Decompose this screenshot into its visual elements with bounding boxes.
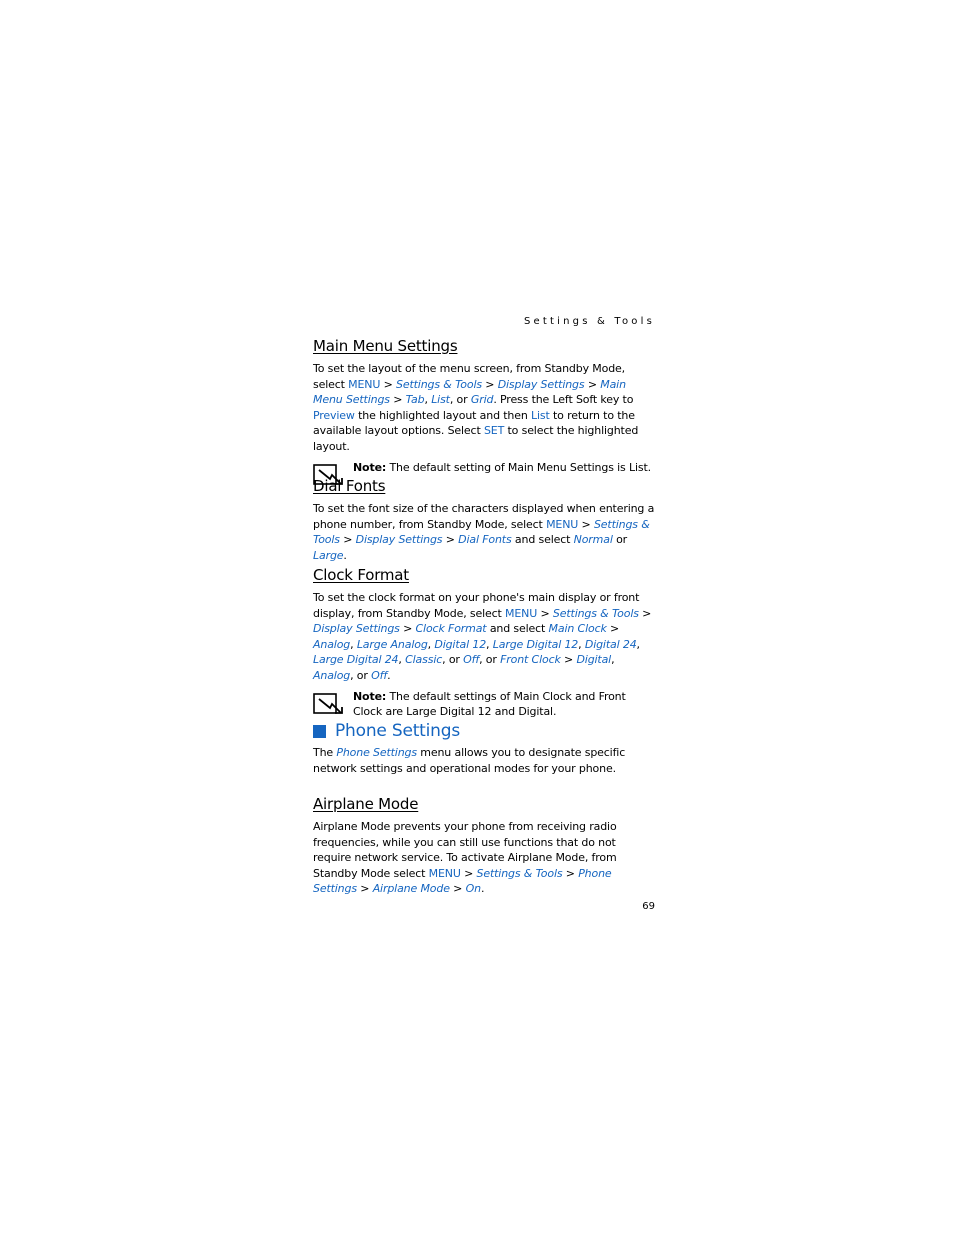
section-dial-fonts bbox=[313, 477, 655, 563]
note-clock-format: Note: The default settings of Main Clock and Front Clock are Large Digital 12 and Digital. bbox=[313, 689, 655, 720]
heading-airplane-mode: Airplane Mode bbox=[313, 795, 419, 813]
heading-main-menu-settings: Main Menu Settings bbox=[313, 337, 458, 355]
paragraph-airplane-mode: Airplane Mode prevents your phone from receiving radio frequencies, while you can still use functions that do not require network service. To activate Airplane Mode, from Standby Mode select MENU > Settings & Tools > Phone Settings > Airplane Mode > On. bbox=[313, 820, 617, 896]
section-phone-settings bbox=[313, 721, 655, 776]
heading-clock-format: Clock Format bbox=[313, 566, 409, 584]
heading-dial-fonts: Dial Fonts bbox=[313, 477, 386, 495]
note-icon bbox=[313, 693, 343, 715]
paragraph-clock-format: To set the clock format on your phone's main display or front display, from Standby Mode, select MENU > Settings & Tools > Display Settings > Clock Format and select Main Clock > Analog, Large Analog, Digital 12, Large Digital 12, Digital 24, Large Digital 24, Classic, or Off, or Front Clock > Digital, Analog, or Off. bbox=[313, 591, 652, 682]
paragraph-main-menu-settings: To set the layout of the menu screen, from Standby Mode, select MENU > Settings & Tools > Display Settings > Main Menu Settings > Tab, List, or Grid. Press the Left Soft key to Preview the highlighted layout and then List to return to the available layout options. Select SET to select the highlighted layout. bbox=[313, 362, 639, 453]
page-number: 69 bbox=[642, 901, 655, 912]
heading-phone-settings: Phone Settings bbox=[313, 721, 655, 741]
paragraph-phone-settings: The Phone Settings menu allows you to designate specific network settings and operational modes for your phone. bbox=[313, 746, 626, 775]
section-main-menu-settings bbox=[313, 337, 655, 486]
section-airplane-mode bbox=[313, 795, 655, 897]
note-main-menu-settings: Note: The default setting of Main Menu Settings is List. bbox=[313, 460, 655, 486]
paragraph-dial-fonts: To set the font size of the characters displayed when entering a phone number, from Standby Mode, select MENU > Settings & Tools > Display Settings > Dial Fonts and select Normal or Large. bbox=[313, 502, 655, 562]
section-square-icon bbox=[313, 725, 326, 738]
section-clock-format bbox=[313, 566, 655, 720]
running-header: Settings & Tools bbox=[523, 316, 655, 327]
